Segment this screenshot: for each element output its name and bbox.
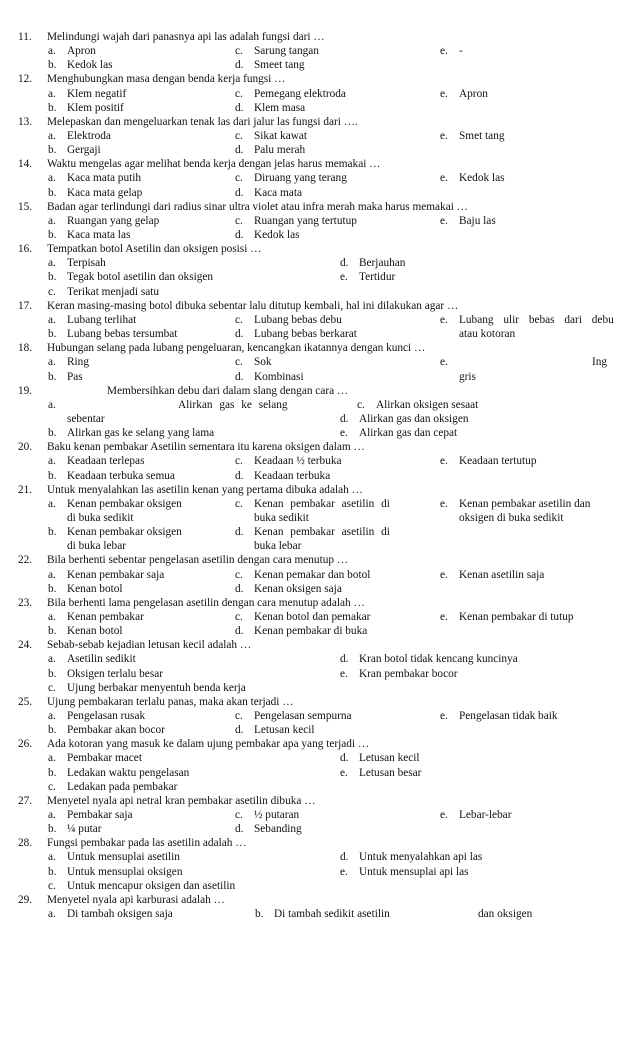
option-d[interactable]: d. Kedok las (235, 229, 300, 242)
option-a-continued: sebentar (67, 412, 105, 425)
option-a[interactable]: a. Kenan pembakar oksigen (48, 497, 182, 510)
option-d[interactable]: d. Keadaan terbuka (235, 469, 331, 482)
option-c[interactable]: c. Lubang bebas debu (235, 313, 342, 326)
option-a[interactable]: a. Untuk mensuplai asetilin (48, 851, 180, 864)
option-d[interactable]: d. Palu merah (235, 144, 306, 157)
option-d[interactable]: d. Letusan kecil (235, 724, 315, 737)
question-14 (18, 157, 638, 199)
option-d[interactable]: d. Letusan kecil (340, 752, 420, 765)
option-b[interactable]: b. Untuk mensuplai oksigen (48, 865, 183, 878)
option-e[interactable]: e. Tertidur (340, 271, 396, 284)
option-d[interactable]: d. Kran botol tidak kencang kuncinya (340, 653, 518, 666)
option-d[interactable]: d. Berjauhan (340, 257, 406, 270)
option-e[interactable]: e. Alirkan gas dan cepat (340, 427, 458, 440)
option-c[interactable]: c. Kenan botol dan pemakar (235, 610, 371, 623)
option-e-continued: gris (459, 370, 476, 383)
question-number: 26. (18, 738, 33, 751)
option-b[interactable]: b. Di tambah sedikit asetilin (255, 908, 390, 920)
question-number: 12. (18, 73, 33, 86)
question-number: 13. (18, 115, 33, 128)
option-a[interactable]: a. Klem negatif (48, 87, 127, 100)
question-number: 29. (18, 893, 33, 906)
option-c[interactable]: c. Sikat kawat (235, 130, 308, 143)
question-number: 23. (18, 596, 33, 609)
option-e[interactable]: e. Kenan asetilin saja (440, 568, 545, 581)
option-e[interactable]: e. Pengelasan tidak baik (440, 709, 558, 722)
question-text: Tempatkan botol Asetilin dan oksigen posisi … (47, 243, 262, 256)
option-d[interactable]: d. Klem masa (235, 101, 306, 114)
option-a[interactable]: a. Kaca mata putih (48, 172, 142, 185)
option-c-continued: buka sedikit (254, 511, 309, 524)
question-28 (18, 836, 638, 893)
option-c[interactable]: c. Diruang yang terang (235, 172, 347, 185)
option-c[interactable]: c. Pengelasan sempurna (235, 709, 352, 722)
question-29 (18, 893, 638, 921)
question-number: 21. (18, 483, 33, 496)
question-number: 17. (18, 299, 33, 312)
option-e[interactable]: e. Kran pembakar bocor (340, 667, 458, 680)
option-a-text: Alirkan gas ke selang (178, 398, 288, 411)
option-b[interactable]: b. Kenan botol (48, 625, 123, 638)
option-d[interactable]: d. Untuk menyalahkan api las (340, 851, 483, 864)
option-c[interactable]: c. Keadaan ½ terbuka (235, 455, 342, 468)
option-d[interactable]: d. Kaca mata (235, 186, 302, 199)
option-e[interactable]: e. Untuk mensuplai api las (340, 865, 469, 878)
option-d[interactable]: d. Kenan pembakar di buka (235, 625, 368, 638)
option-a[interactable]: a. Ring (48, 356, 89, 369)
question-26 (18, 737, 638, 794)
option-e-continued: atau kotoran (459, 328, 516, 341)
question-11 (18, 30, 638, 72)
question-15 (18, 200, 638, 242)
option-d[interactable]: d. Alirkan gas dan oksigen (340, 412, 469, 425)
option-a[interactable]: a. Keadaan terlepas (48, 455, 145, 468)
question-number: 11. (18, 31, 32, 43)
option-a[interactable]: a. Asetilin sedikit (48, 653, 136, 666)
option-d[interactable]: d. Kenan pembakar asetilin di (235, 526, 390, 539)
question-text: Ada kotoran yang masuk ke dalam ujung pembakar apa yang terjadi … (47, 738, 370, 751)
option-b-continued: dan oksigen (478, 908, 533, 920)
option-c[interactable]: c. Sarung tangan (235, 45, 319, 58)
option-e[interactable]: e. (440, 356, 448, 369)
question-number: 22. (18, 554, 33, 567)
question-17 (18, 299, 638, 341)
option-a[interactable]: a. Kenan pembakar saja (48, 568, 165, 581)
option-c[interactable]: c. Ruangan yang tertutup (235, 214, 357, 227)
option-b[interactable]: b. Gergaji (48, 144, 101, 157)
option-c[interactable]: c. Kenan pemakar dan botol (235, 568, 371, 581)
option-d[interactable]: d. Kombinasi (235, 370, 304, 383)
question-21 (18, 483, 638, 554)
option-b[interactable]: b. Lubang bebas tersumbat (48, 328, 178, 341)
question-20 (18, 440, 638, 482)
question-12 (18, 72, 638, 114)
question-text: Melepaskan dan mengeluarkan tenak las dari jalur las fungsi dari …. (47, 115, 358, 128)
option-b[interactable]: b. Klem positif (48, 101, 124, 114)
option-b[interactable]: b. Kenan pembakar oksigen (48, 526, 182, 539)
question-text: Keran masing-masing botol dibuka sebentar lalu ditutup kembali, hal ini dilakukan agar … (47, 299, 459, 312)
question-text: Membersihkan debu dari dalam slang dengan cara … (107, 384, 349, 397)
option-c[interactable]: c. Kenan pembakar asetilin di (235, 497, 390, 510)
option-b[interactable]: b. Alirkan gas ke selang yang lama (48, 427, 215, 440)
question-22 (18, 553, 638, 595)
question-19 (18, 384, 638, 441)
option-a[interactable]: a. Apron (48, 45, 96, 58)
option-e[interactable]: e. Keadaan tertutup (440, 455, 537, 468)
question-text: Badan agar terlindungi dari radius sinar ultra violet atau infra merah maka harus memakai … (47, 200, 468, 213)
option-b[interactable]: b. Kaca mata las (48, 229, 131, 242)
option-e-text: Ing (592, 356, 608, 369)
option-b[interactable]: b. ¼ putar (48, 823, 102, 836)
question-24 (18, 638, 638, 695)
option-b[interactable]: b. Oksigen terlalu besar (48, 667, 163, 680)
option-e[interactable]: e. Kenan pembakar di tutup (440, 610, 574, 623)
question-16 (18, 242, 638, 299)
option-d[interactable]: d. Smeet tang (235, 59, 305, 72)
option-a[interactable]: a. Di tambah oksigen saja (48, 908, 173, 920)
option-e[interactable]: e. Lebar-lebar (440, 808, 512, 821)
option-e-continued: oksigen di buka sedikit (459, 511, 564, 524)
question-text: Sebab-sebab kejadian letusan kecil adalah … (47, 639, 252, 652)
question-text: Ujung pembakaran terlalu panas, maka akan terjadi … (47, 695, 294, 708)
question-number: 16. (18, 243, 33, 256)
question-number: 14. (18, 158, 33, 171)
question-text: Melindungi wajah dari panasnya api las adalah fungsi dari … (47, 31, 325, 43)
option-c[interactable]: c. Untuk mencapur oksigen dan asetilin (48, 879, 236, 892)
option-b[interactable]: b. Kaca mata gelap (48, 186, 143, 199)
question-number: 24. (18, 639, 33, 652)
question-text: Menghubungkan masa dengan benda kerja fungsi … (47, 73, 286, 86)
question-text: Bila berhenti sebentar pengelasan asetilin dengan cara menutup … (47, 554, 349, 567)
question-number: 18. (18, 342, 33, 355)
option-c[interactable]: c. Ujung berbakar menyentuh benda kerja (48, 681, 246, 694)
option-c[interactable]: c. Alirkan oksigen sesaat (357, 398, 479, 411)
option-a[interactable]: a. (48, 398, 56, 411)
option-b[interactable]: b. Ledakan waktu pengelasan (48, 766, 190, 779)
option-a[interactable]: a. Kenan pembakar (48, 610, 144, 623)
option-b[interactable]: b. Keadaan terbuka semua (48, 469, 175, 482)
option-a[interactable]: a. Pembakar saja (48, 808, 133, 821)
option-c[interactable]: c. Sok (235, 356, 272, 369)
option-e[interactable]: e. Kenan pembakar asetilin dan (440, 497, 591, 510)
question-number: 27. (18, 794, 33, 807)
option-d[interactable]: d. Lubang bebas berkarat (235, 328, 357, 341)
question-text: Bila berhenti lama pengelasan asetilin dengan cara menutup adalah … (47, 596, 365, 609)
question-27 (18, 794, 638, 836)
option-e[interactable]: e. Kedok las (440, 172, 505, 185)
question-18 (18, 341, 638, 383)
option-c[interactable]: c. ½ putaran (235, 808, 300, 821)
question-text: Menyetel nyala api karburasi adalah … (47, 893, 225, 906)
question-text: Baku kenan pembakar Asetilin sementara itu karena oksigen dalam … (47, 441, 365, 454)
question-text: Waktu mengelas agar melihat benda kerja dengan jelas harus memakai … (47, 158, 381, 171)
question-text: Fungsi pembakar pada las asetilin adalah … (47, 837, 247, 850)
option-e[interactable]: e. Apron (440, 87, 488, 100)
question-number: 25. (18, 695, 33, 708)
question-23 (18, 596, 638, 638)
option-e[interactable]: e. Smet tang (440, 130, 505, 143)
question-number: 20. (18, 441, 33, 454)
question-text: Menyetel nyala api netral kran pembakar asetilin dibuka … (47, 794, 316, 807)
option-e[interactable]: e. Lubang ulir bebas dari debu (440, 313, 614, 326)
question-13 (18, 115, 638, 157)
option-b[interactable]: b. Tegak botol asetilin dan oksigen (48, 271, 214, 284)
question-25 (18, 695, 638, 737)
option-a[interactable]: a. Ruangan yang gelap (48, 214, 160, 227)
option-c[interactable]: c. Pemegang elektroda (235, 87, 346, 100)
question-number: 19. (18, 384, 33, 397)
question-text: Untuk menyalahkan las asetilin kenan yang pertama dibuka adalah … (47, 483, 363, 496)
option-a[interactable]: a. Pembakar macet (48, 752, 142, 765)
option-b[interactable]: b. Kenan botol (48, 582, 123, 595)
option-b[interactable]: b. Kedok las (48, 59, 113, 72)
option-c[interactable]: c. Ledakan pada pembakar (48, 780, 178, 793)
option-a-continued: di buka sedikit (67, 511, 134, 524)
option-d[interactable]: d. Sebanding (235, 823, 302, 836)
option-d[interactable]: d. Kenan oksigen saja (235, 582, 342, 595)
option-b[interactable]: b. Pembakar akan bocor (48, 724, 165, 737)
option-a[interactable]: a. Elektroda (48, 130, 111, 143)
option-a[interactable]: a. Terpisah (48, 257, 106, 270)
question-number: 15. (18, 200, 33, 213)
option-d-continued: buka lebar (254, 540, 302, 553)
option-e[interactable]: e. - (440, 45, 463, 58)
question-number: 28. (18, 837, 33, 850)
option-b-continued: di buka lebar (67, 540, 126, 553)
option-e[interactable]: e. Letusan besar (340, 766, 422, 779)
option-c[interactable]: c. Terikat menjadi satu (48, 285, 160, 298)
option-a[interactable]: a. Pengelasan rusak (48, 709, 146, 722)
option-e[interactable]: e. Baju las (440, 214, 496, 227)
option-b[interactable]: b. Pas (48, 370, 83, 383)
option-a[interactable]: a. Lubang terlihat (48, 313, 137, 326)
question-text: Hubungan selang pada lubang pengeluaran, kencangkan ikatannya dengan kunci … (47, 342, 426, 355)
